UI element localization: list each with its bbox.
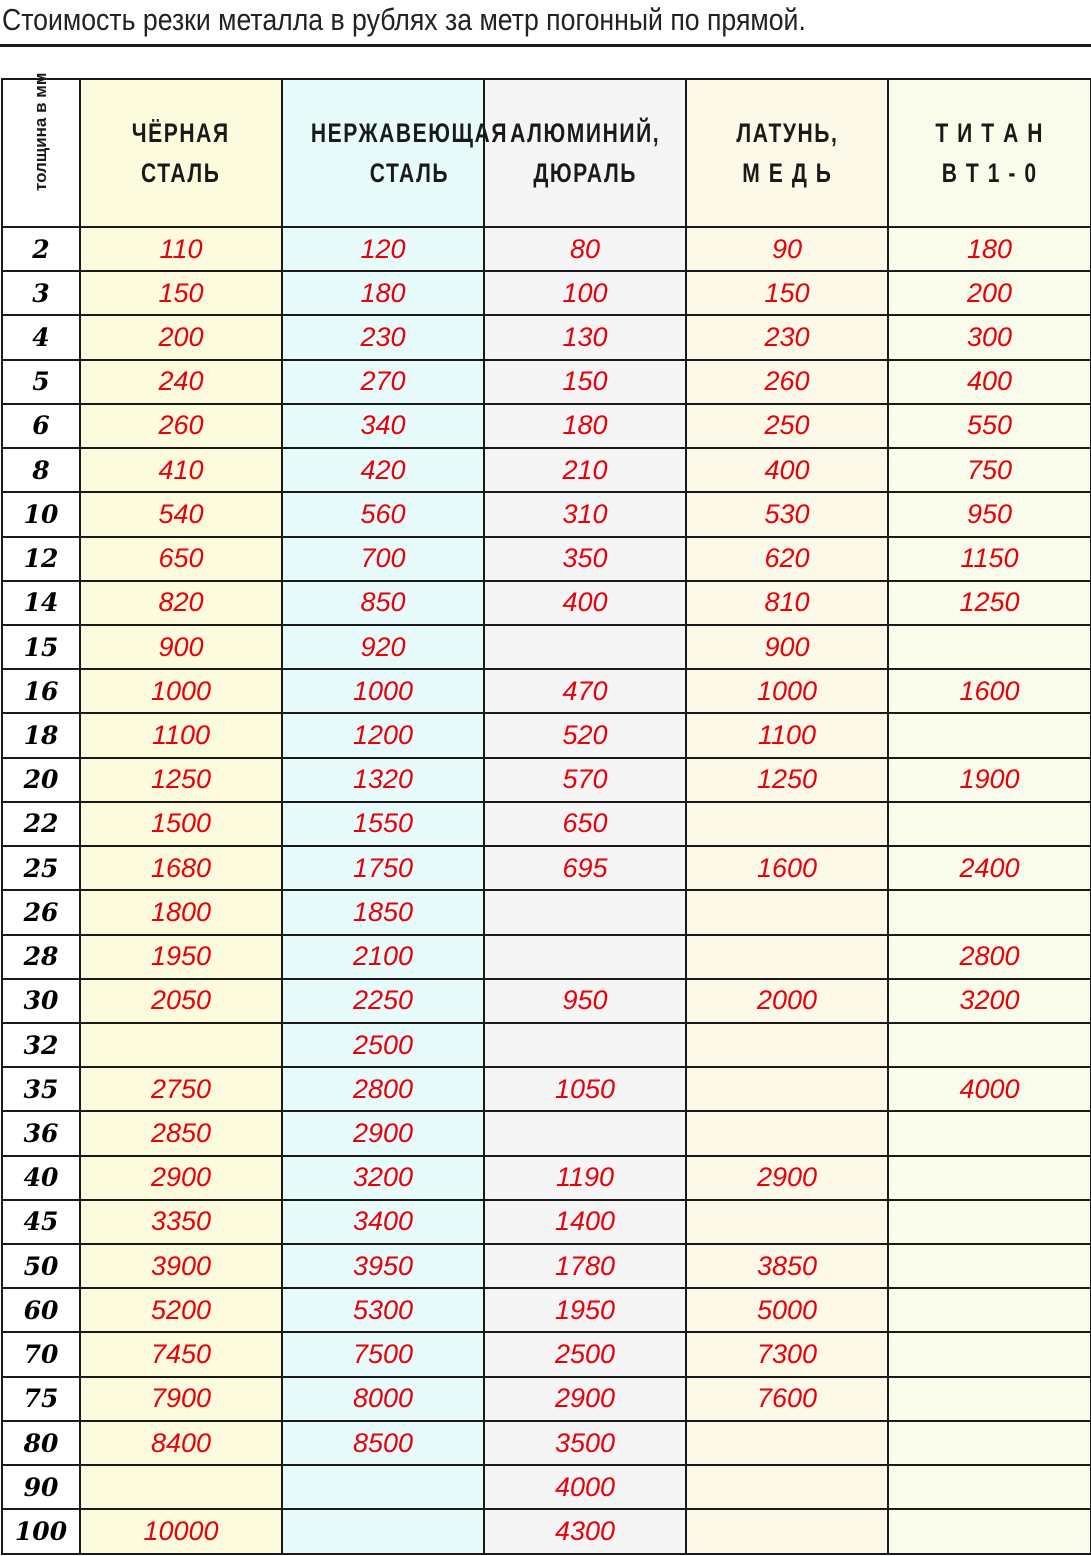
- price-cell-black-steel: 2850: [80, 1111, 282, 1155]
- price-cell-brass-copper: 900: [686, 625, 888, 669]
- table-row: [2, 448, 1091, 492]
- price-cell-titanium: [888, 713, 1091, 757]
- title-underline: [0, 44, 1091, 47]
- price-cell-black-steel: 7900: [80, 1377, 282, 1421]
- price-cell-aluminium: 310: [484, 492, 686, 536]
- price-cell-black-steel: 3350: [80, 1200, 282, 1244]
- price-cell-titanium: [888, 1509, 1091, 1554]
- price-cell-brass-copper: [686, 935, 888, 979]
- table-row: [2, 1200, 1091, 1244]
- price-cell-titanium: 2400: [888, 846, 1091, 890]
- price-cell-black-steel: 1680: [80, 846, 282, 890]
- price-cell-brass-copper: [686, 1023, 888, 1067]
- price-cell-stainless-steel: 3950: [282, 1244, 484, 1288]
- column-header-aluminium: АЛЮМИНИЙ, ДЮРАЛЬ: [484, 79, 686, 227]
- table-row: [2, 537, 1091, 581]
- thickness-cell: 8: [2, 448, 80, 492]
- price-cell-aluminium: 2500: [484, 1332, 686, 1376]
- price-cell-stainless-steel: 3200: [282, 1156, 484, 1200]
- price-cell-titanium: 180: [888, 227, 1091, 271]
- price-cell-brass-copper: 1100: [686, 713, 888, 757]
- price-cell-stainless-steel: 120: [282, 227, 484, 271]
- thickness-cell: 16: [2, 669, 80, 713]
- price-cell-titanium: 750: [888, 448, 1091, 492]
- price-cell-stainless-steel: 2100: [282, 935, 484, 979]
- thickness-cell: 32: [2, 1023, 80, 1067]
- column-header-titanium: Т И Т А Н В Т 1 - 0: [888, 79, 1091, 227]
- price-cell-black-steel: 8400: [80, 1421, 282, 1465]
- price-cell-titanium: [888, 890, 1091, 934]
- price-cell-stainless-steel: 5300: [282, 1288, 484, 1332]
- table-row: [2, 979, 1091, 1023]
- thickness-cell: 45: [2, 1200, 80, 1244]
- header-row: [2, 79, 1091, 227]
- price-cell-stainless-steel: 700: [282, 537, 484, 581]
- price-cell-brass-copper: 3850: [686, 1244, 888, 1288]
- price-cell-stainless-steel: 340: [282, 404, 484, 448]
- thickness-cell: 75: [2, 1377, 80, 1421]
- table-row: [2, 846, 1091, 890]
- thickness-cell: 3: [2, 271, 80, 315]
- price-cell-aluminium: [484, 1023, 686, 1067]
- price-cell-titanium: [888, 625, 1091, 669]
- price-cell-black-steel: 1500: [80, 802, 282, 846]
- table-row: [2, 581, 1091, 625]
- price-cell-titanium: 950: [888, 492, 1091, 536]
- column-header-brass-copper: ЛАТУНЬ, М Е Д Ь: [686, 79, 888, 227]
- price-cell-black-steel: 240: [80, 360, 282, 404]
- price-cell-stainless-steel: 850: [282, 581, 484, 625]
- price-cell-titanium: 400: [888, 360, 1091, 404]
- price-cell-black-steel: [80, 1465, 282, 1509]
- price-cell-titanium: [888, 1244, 1091, 1288]
- thickness-cell: 10: [2, 492, 80, 536]
- thickness-cell: 14: [2, 581, 80, 625]
- thickness-cell: 15: [2, 625, 80, 669]
- price-cell-titanium: [888, 802, 1091, 846]
- table-row: [2, 758, 1091, 802]
- price-cell-aluminium: 4300: [484, 1509, 686, 1554]
- price-cell-black-steel: 410: [80, 448, 282, 492]
- table-row: [2, 492, 1091, 536]
- thickness-cell: 35: [2, 1067, 80, 1111]
- price-cell-brass-copper: 620: [686, 537, 888, 581]
- thickness-cell: 26: [2, 890, 80, 934]
- price-cell-black-steel: 650: [80, 537, 282, 581]
- price-cell-brass-copper: 810: [686, 581, 888, 625]
- price-cell-titanium: 1900: [888, 758, 1091, 802]
- price-cell-brass-copper: 260: [686, 360, 888, 404]
- price-cell-brass-copper: 7300: [686, 1332, 888, 1376]
- thickness-cell: 40: [2, 1156, 80, 1200]
- price-cell-titanium: [888, 1421, 1091, 1465]
- price-cell-aluminium: 130: [484, 315, 686, 359]
- table-row: [2, 1023, 1091, 1067]
- price-cell-black-steel: 1950: [80, 935, 282, 979]
- price-cell-brass-copper: [686, 890, 888, 934]
- table-row: [2, 1377, 1091, 1421]
- price-cell-stainless-steel: 2250: [282, 979, 484, 1023]
- table-row: [2, 1465, 1091, 1509]
- page-title: Стоимость резки металла в рублях за метр погонный по прямой.: [2, 2, 806, 37]
- table-row: [2, 669, 1091, 713]
- price-cell-brass-copper: [686, 1465, 888, 1509]
- thickness-cell: 60: [2, 1288, 80, 1332]
- table-row: [2, 1067, 1091, 1111]
- price-cell-brass-copper: 1000: [686, 669, 888, 713]
- price-cell-stainless-steel: [282, 1509, 484, 1554]
- price-cell-black-steel: 3900: [80, 1244, 282, 1288]
- table-row: [2, 890, 1091, 934]
- price-cell-titanium: [888, 1288, 1091, 1332]
- price-cell-stainless-steel: 8000: [282, 1377, 484, 1421]
- thickness-cell: 50: [2, 1244, 80, 1288]
- price-cell-titanium: 4000: [888, 1067, 1091, 1111]
- price-cell-aluminium: 150: [484, 360, 686, 404]
- table-row: [2, 1156, 1091, 1200]
- table-row: [2, 315, 1091, 359]
- price-cell-brass-copper: [686, 1200, 888, 1244]
- price-cell-stainless-steel: 230: [282, 315, 484, 359]
- price-cell-aluminium: 2900: [484, 1377, 686, 1421]
- price-cell-stainless-steel: 270: [282, 360, 484, 404]
- price-cell-stainless-steel: 2900: [282, 1111, 484, 1155]
- table-row: [2, 1332, 1091, 1376]
- price-cell-aluminium: 1950: [484, 1288, 686, 1332]
- thickness-cell: 80: [2, 1421, 80, 1465]
- price-cell-brass-copper: 2900: [686, 1156, 888, 1200]
- column-header-stainless-steel: НЕРЖАВЕЮЩАЯ СТАЛЬ: [282, 79, 484, 227]
- price-cell-brass-copper: 90: [686, 227, 888, 271]
- price-cell-stainless-steel: 2500: [282, 1023, 484, 1067]
- price-cell-stainless-steel: 920: [282, 625, 484, 669]
- price-cell-stainless-steel: 1750: [282, 846, 484, 890]
- price-cell-brass-copper: 250: [686, 404, 888, 448]
- table-row: [2, 625, 1091, 669]
- price-cell-brass-copper: [686, 1111, 888, 1155]
- price-cell-brass-copper: 2000: [686, 979, 888, 1023]
- price-cell-brass-copper: [686, 1421, 888, 1465]
- price-cell-titanium: 1250: [888, 581, 1091, 625]
- price-cell-black-steel: 1800: [80, 890, 282, 934]
- price-cell-aluminium: 3500: [484, 1421, 686, 1465]
- price-cell-aluminium: 1400: [484, 1200, 686, 1244]
- price-cell-brass-copper: 7600: [686, 1377, 888, 1421]
- price-cell-aluminium: 570: [484, 758, 686, 802]
- thickness-cell: 25: [2, 846, 80, 890]
- price-cell-titanium: [888, 1111, 1091, 1155]
- thickness-cell: 28: [2, 935, 80, 979]
- table-row: [2, 1421, 1091, 1465]
- price-cell-titanium: 1150: [888, 537, 1091, 581]
- price-cell-titanium: 300: [888, 315, 1091, 359]
- price-cell-brass-copper: 1250: [686, 758, 888, 802]
- thickness-cell: 6: [2, 404, 80, 448]
- price-cell-titanium: [888, 1377, 1091, 1421]
- price-cell-stainless-steel: 1000: [282, 669, 484, 713]
- price-cell-stainless-steel: 1320: [282, 758, 484, 802]
- price-cell-aluminium: 1050: [484, 1067, 686, 1111]
- price-cell-aluminium: 695: [484, 846, 686, 890]
- price-cell-stainless-steel: 180: [282, 271, 484, 315]
- table-row: [2, 1288, 1091, 1332]
- price-cell-aluminium: 650: [484, 802, 686, 846]
- price-cell-stainless-steel: 3400: [282, 1200, 484, 1244]
- price-cell-aluminium: 400: [484, 581, 686, 625]
- price-cell-black-steel: 200: [80, 315, 282, 359]
- thickness-cell: 4: [2, 315, 80, 359]
- table-row: [2, 802, 1091, 846]
- price-cell-brass-copper: 530: [686, 492, 888, 536]
- price-cell-black-steel: 2750: [80, 1067, 282, 1111]
- price-cell-aluminium: 180: [484, 404, 686, 448]
- thickness-cell: 30: [2, 979, 80, 1023]
- price-cell-aluminium: 4000: [484, 1465, 686, 1509]
- price-cell-black-steel: 1000: [80, 669, 282, 713]
- price-cell-brass-copper: 5000: [686, 1288, 888, 1332]
- table-row: [2, 1111, 1091, 1155]
- price-cell-black-steel: 110: [80, 227, 282, 271]
- price-cell-brass-copper: [686, 1067, 888, 1111]
- thickness-cell: 2: [2, 227, 80, 271]
- price-cell-black-steel: [80, 1023, 282, 1067]
- price-cell-stainless-steel: 2800: [282, 1067, 484, 1111]
- price-cell-aluminium: 350: [484, 537, 686, 581]
- price-cell-aluminium: 1780: [484, 1244, 686, 1288]
- thickness-header: [2, 72, 80, 227]
- price-cell-black-steel: 2050: [80, 979, 282, 1023]
- price-cell-stainless-steel: 8500: [282, 1421, 484, 1465]
- price-cell-titanium: [888, 1200, 1091, 1244]
- price-cell-titanium: [888, 1156, 1091, 1200]
- table-row: [2, 360, 1091, 404]
- table-row: [2, 227, 1091, 271]
- price-cell-aluminium: 100: [484, 271, 686, 315]
- price-cell-black-steel: 1100: [80, 713, 282, 757]
- price-cell-brass-copper: [686, 802, 888, 846]
- price-cell-black-steel: 7450: [80, 1332, 282, 1376]
- price-cell-black-steel: 260: [80, 404, 282, 448]
- thickness-cell: 22: [2, 802, 80, 846]
- price-cell-brass-copper: 1600: [686, 846, 888, 890]
- price-cell-stainless-steel: [282, 1465, 484, 1509]
- price-cell-brass-copper: [686, 1509, 888, 1554]
- price-cell-titanium: 550: [888, 404, 1091, 448]
- table-row: [2, 1244, 1091, 1288]
- thickness-cell: 70: [2, 1332, 80, 1376]
- price-cell-brass-copper: 230: [686, 315, 888, 359]
- table-row: [2, 1509, 1091, 1554]
- price-cell-titanium: [888, 1465, 1091, 1509]
- thickness-cell: 100: [2, 1509, 80, 1554]
- price-cell-titanium: [888, 1332, 1091, 1376]
- thickness-cell: 5: [2, 360, 80, 404]
- price-table: [1, 72, 1091, 1555]
- price-cell-aluminium: [484, 890, 686, 934]
- table-row: [2, 404, 1091, 448]
- price-cell-titanium: 1600: [888, 669, 1091, 713]
- price-cell-titanium: 200: [888, 271, 1091, 315]
- price-cell-aluminium: 470: [484, 669, 686, 713]
- thickness-cell: 18: [2, 713, 80, 757]
- price-cell-titanium: [888, 1023, 1091, 1067]
- thickness-cell: 90: [2, 1465, 80, 1509]
- price-cell-titanium: 3200: [888, 979, 1091, 1023]
- price-cell-stainless-steel: 1200: [282, 713, 484, 757]
- price-cell-black-steel: 540: [80, 492, 282, 536]
- price-cell-stainless-steel: 1550: [282, 802, 484, 846]
- thickness-cell: 20: [2, 758, 80, 802]
- price-cell-brass-copper: 150: [686, 271, 888, 315]
- price-cell-black-steel: 5200: [80, 1288, 282, 1332]
- price-cell-aluminium: [484, 1111, 686, 1155]
- table-row: [2, 713, 1091, 757]
- price-cell-aluminium: 950: [484, 979, 686, 1023]
- price-cell-stainless-steel: 420: [282, 448, 484, 492]
- price-cell-black-steel: 820: [80, 581, 282, 625]
- price-cell-titanium: 2800: [888, 935, 1091, 979]
- price-cell-aluminium: [484, 625, 686, 669]
- price-cell-aluminium: 1190: [484, 1156, 686, 1200]
- thickness-cell: 12: [2, 537, 80, 581]
- table-row: [2, 935, 1091, 979]
- price-cell-black-steel: 10000: [80, 1509, 282, 1554]
- price-cell-brass-copper: 400: [686, 448, 888, 492]
- price-cell-black-steel: 1250: [80, 758, 282, 802]
- column-header-black-steel: ЧЁРНАЯ СТАЛЬ: [80, 79, 282, 227]
- price-cell-stainless-steel: 7500: [282, 1332, 484, 1376]
- price-cell-aluminium: 520: [484, 713, 686, 757]
- price-cell-stainless-steel: 560: [282, 492, 484, 536]
- table-row: [2, 271, 1091, 315]
- price-cell-black-steel: 900: [80, 625, 282, 669]
- price-cell-black-steel: 150: [80, 271, 282, 315]
- price-cell-aluminium: [484, 935, 686, 979]
- thickness-cell: 36: [2, 1111, 80, 1155]
- price-cell-black-steel: 2900: [80, 1156, 282, 1200]
- price-cell-stainless-steel: 1850: [282, 890, 484, 934]
- thickness-header-label: толщина в мм: [31, 72, 50, 191]
- price-cell-aluminium: 80: [484, 227, 686, 271]
- price-cell-aluminium: 210: [484, 448, 686, 492]
